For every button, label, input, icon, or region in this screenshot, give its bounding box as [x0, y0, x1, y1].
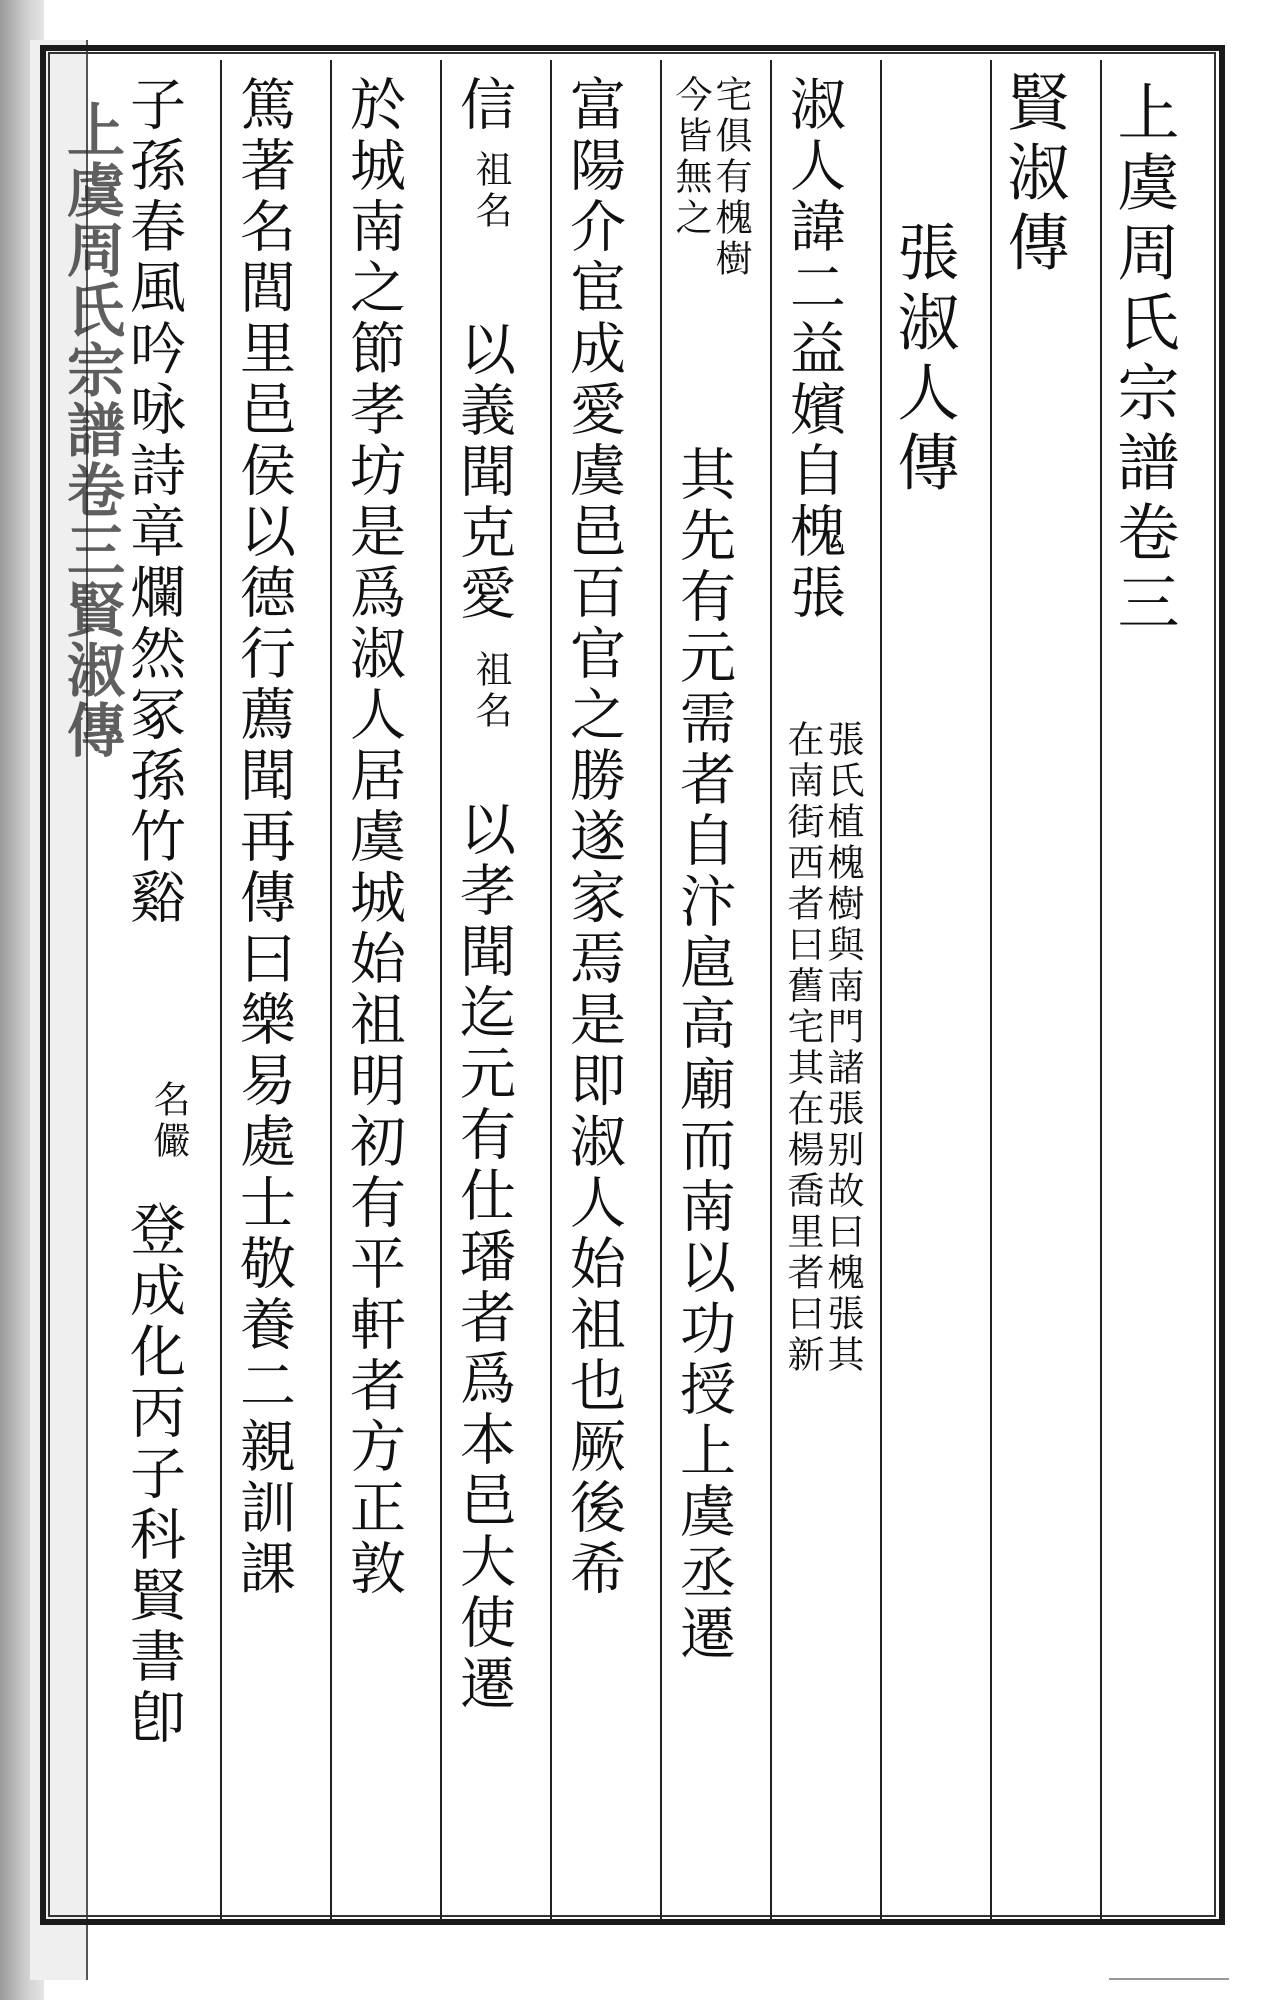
- text-column-6: 富陽介宦成愛虞邑百官之勝遂家焉是即淑人始祖也厥後希: [561, 75, 626, 1600]
- text-column-7a: 信: [451, 75, 516, 136]
- biography-title: 張淑人傳: [887, 220, 960, 500]
- previous-page-margin-text: 上虞周氏宗譜卷三賢淑傳: [57, 100, 125, 760]
- column-rule: [1100, 60, 1102, 1920]
- text-column-7c: 以孝聞迄元有仕璠者爲本邑大使遷: [451, 800, 516, 1715]
- text-column-9: 篤著名閭里邑侯以德行薦聞再傳曰樂易處士敬養二親訓課: [231, 75, 296, 1600]
- section-title: 賢淑傳: [997, 70, 1070, 280]
- column-rule: [660, 60, 662, 1920]
- column-rule: [330, 60, 332, 1920]
- text-column-8: 於城南之節孝坊是爲淑人居虞城始祖明初有平軒者方正敦: [341, 75, 406, 1600]
- annotation-column-7b: 祖名: [469, 650, 512, 732]
- text-column-7b: 以義聞克愛: [451, 320, 516, 625]
- column-rule: [550, 60, 552, 1920]
- annotation-column-5b: 今皆無之: [669, 75, 712, 239]
- column-rule: [440, 60, 442, 1920]
- column-rule: [770, 60, 772, 1920]
- page-bottom-edge: [1109, 1968, 1229, 1980]
- annotation-column-10: 名儼: [147, 1080, 190, 1162]
- annotation-column-4a: 張氏植槐樹與南門諸張别故曰槐張其: [821, 720, 864, 1376]
- text-column-4: 淑人諱二益嬪自槐張: [781, 75, 846, 624]
- annotation-column-4b: 在南街西者曰舊宅其在楊喬里者曰新: [781, 720, 824, 1376]
- inner-border: [48, 52, 1216, 1917]
- column-rule: [990, 60, 992, 1920]
- column-rule: [880, 60, 882, 1920]
- text-column-10b: 登成化丙子科賢書卽: [121, 1200, 186, 1749]
- text-column-10a: 子孫春風吟咏詩章爛然冢孫竹谿: [121, 75, 186, 929]
- annotation-column-5a: 宅俱有槐樹: [709, 75, 752, 280]
- annotation-column-7a: 祖名: [469, 150, 512, 232]
- book-title: 上虞周氏宗譜卷三: [1107, 80, 1180, 640]
- column-rule: [220, 60, 222, 1920]
- text-column-5: 其先有元需者自汴扈高廟而南以功授上虞丞遷: [671, 445, 736, 1665]
